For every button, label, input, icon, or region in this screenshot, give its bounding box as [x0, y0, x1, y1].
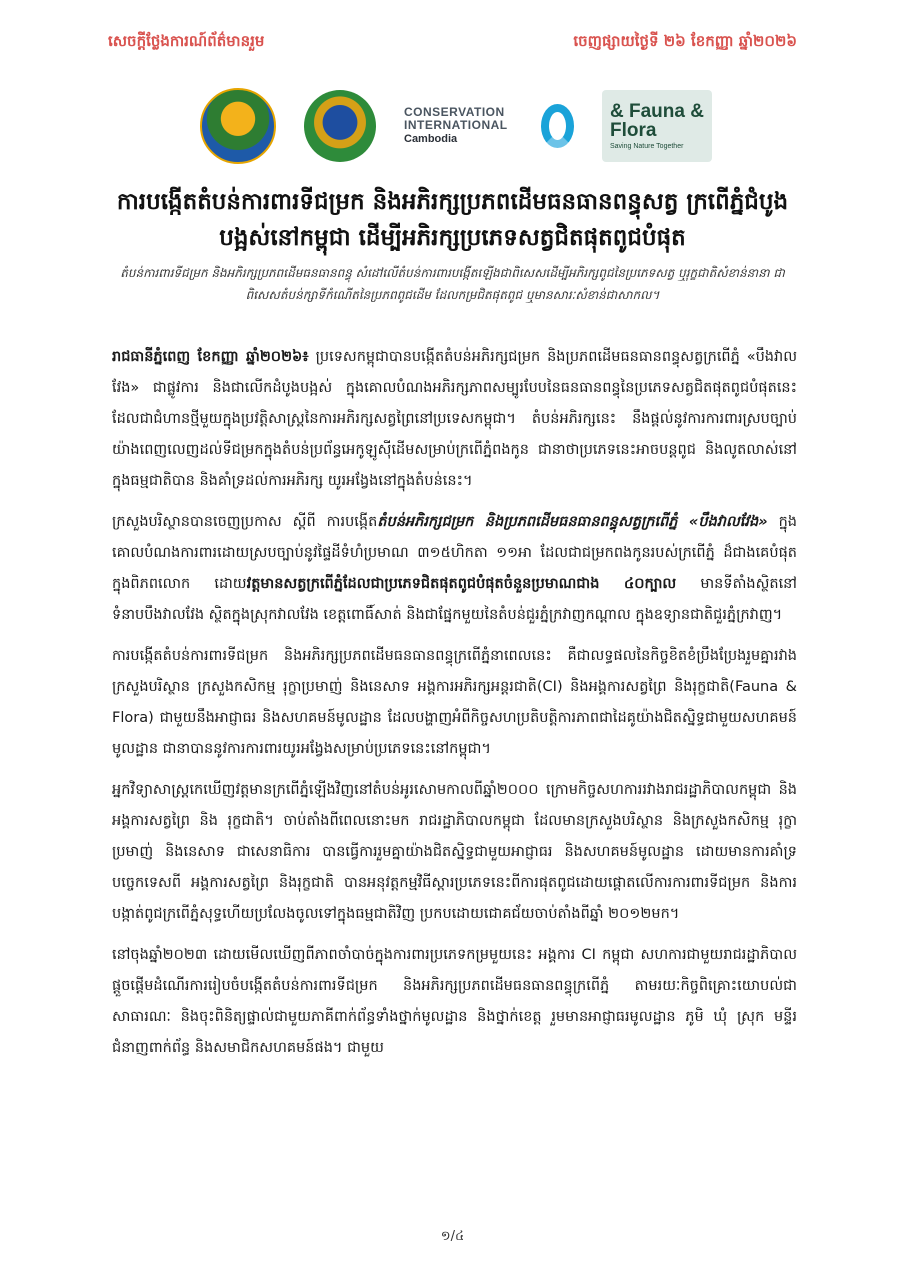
ministry-environment-logo [200, 88, 276, 164]
ci-name: CONSERVATION INTERNATIONAL [404, 105, 508, 132]
release-type: សេចក្តីថ្លែងការណ៍ព័ត៌មានរួម [108, 32, 265, 50]
ci-ring-icon [541, 104, 574, 148]
release-date: ចេញផ្សាយថ្ងៃទី ២៦ ខែកញ្ញា ឆ្នាំ២០២៦ [573, 32, 797, 50]
ministry-agriculture-seal [304, 90, 376, 162]
paragraph-1 [112, 342, 797, 497]
paragraph-2-e: មានទីតាំងស្ថិតនៅទំនាបបឹងវាលវែង ស្ថិតក្នុងស្រុកវាលវែង ខេត្តពោធិ៍សាត់ និងជាផ្នែកមួយនៃតំបន់ជួរភ្នំក្រវាញកណ្តាល ក្នុងឧទ្យានជាតិជួរភ្នំក្រវាញ។ [112, 576, 797, 623]
paragraph-2-a: ក្រសួងបរិស្ថានបានចេញប្រកាស ស្តីពី ការបង្កើត [112, 514, 378, 530]
article-body [112, 342, 797, 1074]
conservation-international-logo [404, 104, 574, 148]
paragraph-4: អ្នកវិទ្យាសាស្ត្រកេឃើញវត្តមានក្រពើភ្នំឡើងវិញនៅតំបន់អូរសោមកាលពីឆ្នាំ២០០០ ក្រោមកិច្ចសហការរវាងរាជរដ្ឋាភិបាលកម្ពុជា និងអង្គការសត្វព្រៃ និង រុក្ខជាតិ។ ចាប់តាំងពីពេលនោះមក រាជរដ្ឋាភិបាលកម្ពុជា ដែលមានក្រសួងបរិស្ថាន និងក្រសួងកសិកម្ម រុក្ខាប្រមាញ់ និងនេសាទ ជាសេនាធិការ បានធ្វើការរួមគ្នាយ៉ាងជិតស្និទ្ធជាមួយអាជ្ញាធរ និងសហគមន៍មូលដ្ឋាន ដោយមានការគាំទ្របច្ចេកទេសពី អង្គការសត្វព្រៃ និងរុក្ខជាតិ បានអនុវត្តកម្មវិធីស្តារប្រភេទនេះពីការផុតពូជដោយផ្តោតលើការការពារទីជម្រក និងការបង្កាត់ពូជក្រពើភ្នំសុទ្ធហើយប្រលែងចូលទៅក្នុងធម្មជាតិវិញ ប្រកបដោយជោគជ័យចាប់តាំងពីឆ្នាំ ២០១២មក។ [112, 782, 797, 922]
ff-tagline: Saving Nature Together [610, 143, 684, 150]
paragraph-5: នៅចុងឆ្នាំ២០២៣ ដោយមើលឃើញពីភាពចាំបាច់ក្នុងការពារប្រភេទកម្រមួយនេះ អង្គការ CI កម្ពុជា សហការជាមួយរាជរដ្ឋាភិបាលផ្តួចផ្តើមដំណើរការរៀបចំបង្កើតតំបន់ការពារទីជម្រក និងអភិរក្សប្រភពដើមធនធានពន្ធុក្រពើភ្នំ តាមរយៈកិច្ចពិគ្រោះយោបល់ជាសាធារណៈ និងចុះពិនិត្យផ្ទាល់ជាមួយភាគីពាក់ព័ន្ធទាំងថ្នាក់មូលដ្ឋាន និងថ្នាក់ខេត្ត រួមមានអាជ្ញាធរមូលដ្ឋាន ភូមិ ឃុំ ស្រុក មន្ទីរជំនាញពាក់ព័ន្ធ និងសមាជិកសហគមន៍ផង។ ជាមួយ [112, 947, 797, 1056]
page-subtitle: តំបន់ការពារទីជម្រក និងអភិរក្សប្រភពដើមធនធានពន្ធុ សំដៅលើតំបន់ការពារបង្កើតឡើងជាពិសេសដើម្បីអភិរក្សពូជនៃប្រភេទសត្វ ឬរុក្ខជាតិសំខាន់នានា ជាពិសេសតំបន់ក្សាទីកំណើតនៃប្រភពពូជដើម ដែលកម្រជិតផុតពូជ ឬមានសារៈសំខាន់ជាសាកល។ [120, 266, 785, 302]
fauna-flora-logo [602, 90, 712, 162]
paragraph-2-c: ក្នុងគោលបំណងការពារដោយស្របច្បាប់នូវផ្ទៃដីទំហំប្រមាណ ៣១៥ហិកតា ១១អា ដែលជាជម្រកពងកូនរបស់ក្រពើភ្នំ ដ៏ជាងគេបំផុតក្នុងពិភពលោក ដោយ [112, 514, 797, 592]
paragraph-2-bold: វត្តមានសត្វក្រពើភ្នំដែលជាប្រភេទជិតផុតពូជបំផុតចំនួនប្រមាណជាង ៤០ក្បាល [246, 576, 677, 592]
paragraph-2 [112, 507, 797, 631]
page-number: ១/៤ [440, 1229, 465, 1244]
header-bar [108, 32, 797, 54]
logo-row [200, 86, 720, 166]
dateline: រាជធានីភ្នំពេញ ខែកញ្ញា ឆ្នាំ២០២៦៖ [112, 349, 309, 365]
paragraph-1-text: ប្រទេសកម្ពុជាបានបង្កើតតំបន់អភិរក្សជម្រក និងប្រភពដើមធនធានពន្ធុសត្វក្រពើភ្នំ «បឹងវាលវែង» ជាផ្លូវការ និងជាលើកដំបូងបង្អស់ ក្នុងគោលបំណងអភិរក្សភាពសម្បូរបែបនៃធនធានពន្ធុនៃប្រភេទសត្វជិតផុតពូជបំផុតនេះ ដែលជាជំហានថ្មីមួយក្នុងប្រវត្តិសាស្ត្រនៃការអភិរក្សសត្វព្រៃនៅប្រទេសកម្ពុជា។ តំបន់អភិរក្សនេះ នឹងផ្តល់នូវការការពារស្របច្បាប់យ៉ាងពេញលេញដល់ទីជម្រកក្នុងតំបន់ប្រព័ន្ធអេកូឡូស៊ីដើមសម្រាប់ក្រពើភ្នំពងកូន ជានាថាប្រភេទនេះអាចបន្តពូជ និងលូតលាស់នៅក្នុងធម្មជាតិបាន និងគាំទ្រដល់ការអភិរក្ស យូរអង្វែងនៅក្នុងតំបន់នេះ។ [112, 349, 798, 489]
paragraph-3: ការបង្កើតតំបន់ការពារទីជម្រក និងអភិរក្សប្រភពដើមធនធានពន្ធុក្រពើភ្នំនាពេលនេះ គឺជាលទ្ធផលនៃកិច្ចខិតខំប្រឹងប្រែងរួមគ្នារវាងក្រសួងបរិស្ថាន ក្រសួងកសិកម្ម រុក្ខាប្រមាញ់ និងនេសាទ អង្គការអភិរក្សអន្តរជាតិ(CI) និងអង្គការសត្វព្រៃ និងរុក្ខជាតិ(Fauna & Flora) ជាមួយនឹងអាជ្ញាធរ និងសហគមន៍មូលដ្ឋាន ដែលបង្ហាញអំពីកិច្ចសហប្រតិបត្តិការភាពជាដៃគូយ៉ាងជិតស្និទ្ធជាមួយសហគមន៍មូលដ្ឋាន ជានាបាននូវការការពារយូរអង្វែងសម្រាប់ប្រភេទនេះនៅកម្ពុជា។ [112, 648, 797, 757]
page-title: ការបង្កើតតំបន់ការពារទីជម្រក និងអភិរក្សប្រភពដើមធនធានពន្ធុសត្វ ក្រពើភ្នំជំបូងបង្អស់នៅកម្ពុជា ដើម្បីអភិរក្សប្រភេទសត្វជិតផុតពូជបំផុត [116, 189, 789, 251]
ff-name: & Fauna & Flora [610, 101, 704, 141]
ci-country: Cambodia [404, 133, 458, 146]
paragraph-2-emphasis: តំបន់អភិរក្សជម្រក និងប្រភពដើមធនធានពន្ធុសត្វក្រពើភ្នំ «បឹងវាលវែង» [377, 514, 768, 530]
